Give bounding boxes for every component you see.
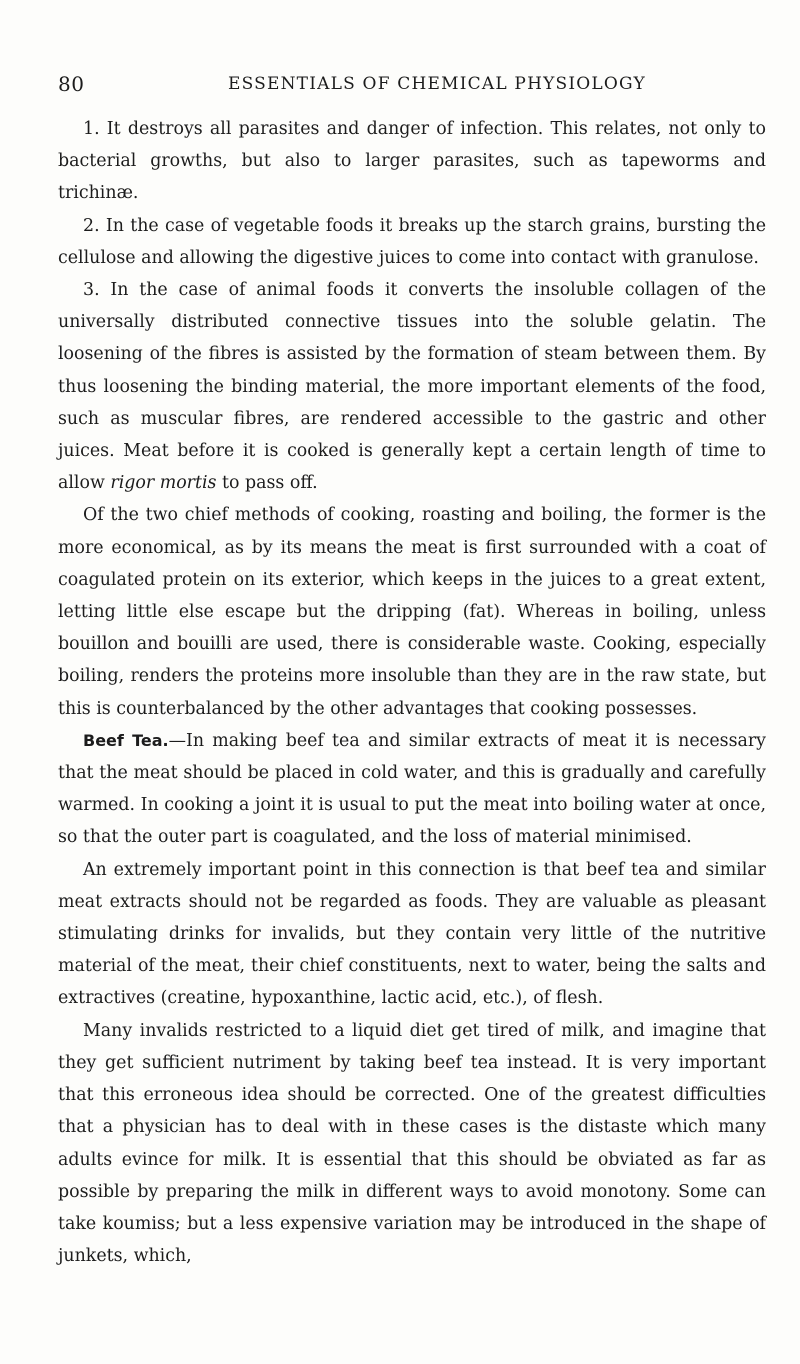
paragraph-item-3-text-a: 3. In the case of animal foods it converts the insoluble collagen of the universally distributed connective tissues into the soluble gelatin. The loosening of the fibres is assisted by the formation of steam between them. By thus loosening the binding material, the more important elements of the food, such as muscular fibres, are rendered accessible to the gastric and other juices. Meat before it is cooked is generally kept a certain length of time to allow	[58, 280, 766, 494]
paragraph-item-2: 2. In the case of vegetable foods it breaks up the starch grains, bursting the cellulose and allowing the digestive juices to come into contact with granulose.	[58, 215, 766, 268]
paragraph-invalids-milk: Many invalids restricted to a liquid diet get tired of milk, and imagine that they get sufficient nutriment by taking beef tea instead. It is very important that this erroneous idea should be corrected. One of the greatest difficulties that a physician has to deal with in these cases is the distaste which many adults evince for milk. It is essential that this should be obviated as far as possible by preparing the milk in different ways to avoid monotony. Some can take koumiss; but a less expensive variation may be introduced in the shape of junkets, which,	[58, 1020, 766, 1267]
paragraph-item-1: 1. It destroys all parasites and danger of infection. This relates, not only to bacterial growths, but also to larger parasites, such as tapeworms and trichinæ.	[58, 119, 766, 204]
paragraph-item-3-text-b: to pass off.	[216, 473, 318, 494]
section-heading-beef-tea: Beef Tea.	[83, 730, 169, 750]
body-text	[58, 113, 766, 1272]
paragraph-item-3	[58, 274, 766, 499]
paragraph-cooking-methods: Of the two chief methods of cooking, roasting and boiling, the former is the more economical, as by its means the meat is first surrounded with a coat of coagulated protein on its exterior, which keeps in the juices to a great extent, letting little else escape but the dripping (fat). Whereas in boiling, unless bouillon and bouilli are used, there is considerable waste. Cooking, especially boiling, renders the proteins more insoluble than they are in the raw state, but this is counterbalanced by the other advantages that cooking possesses.	[58, 505, 766, 719]
page-number: 80	[58, 72, 85, 96]
paragraph-meat-extracts: An extremely important point in this connection is that beef tea and similar meat extracts should not be regarded as foods. They are valuable as pleasant stimulating drinks for invalids, but they contain very little of the nutritive material of the meat, their chief constituents, next to water, being the salts and extractives (creatine, hypoxanthine, lactic acid, etc.), of flesh.	[58, 859, 766, 1009]
running-title: ESSENTIALS OF CHEMICAL PHYSIOLOGY	[228, 74, 646, 94]
italic-term-rigor-mortis: rigor mortis	[110, 473, 217, 494]
page-header	[58, 72, 766, 102]
paragraph-beef-tea-text: —In making beef tea and similar extracts of meat it is necessary that the meat should be placed in cold water, and this is gradually and carefully warmed. In cooking a joint it is usual to put the meat into boiling water at once, so that the outer part is coagulated, and the loss of material minimised.	[58, 730, 766, 848]
paragraph-beef-tea	[58, 725, 766, 854]
